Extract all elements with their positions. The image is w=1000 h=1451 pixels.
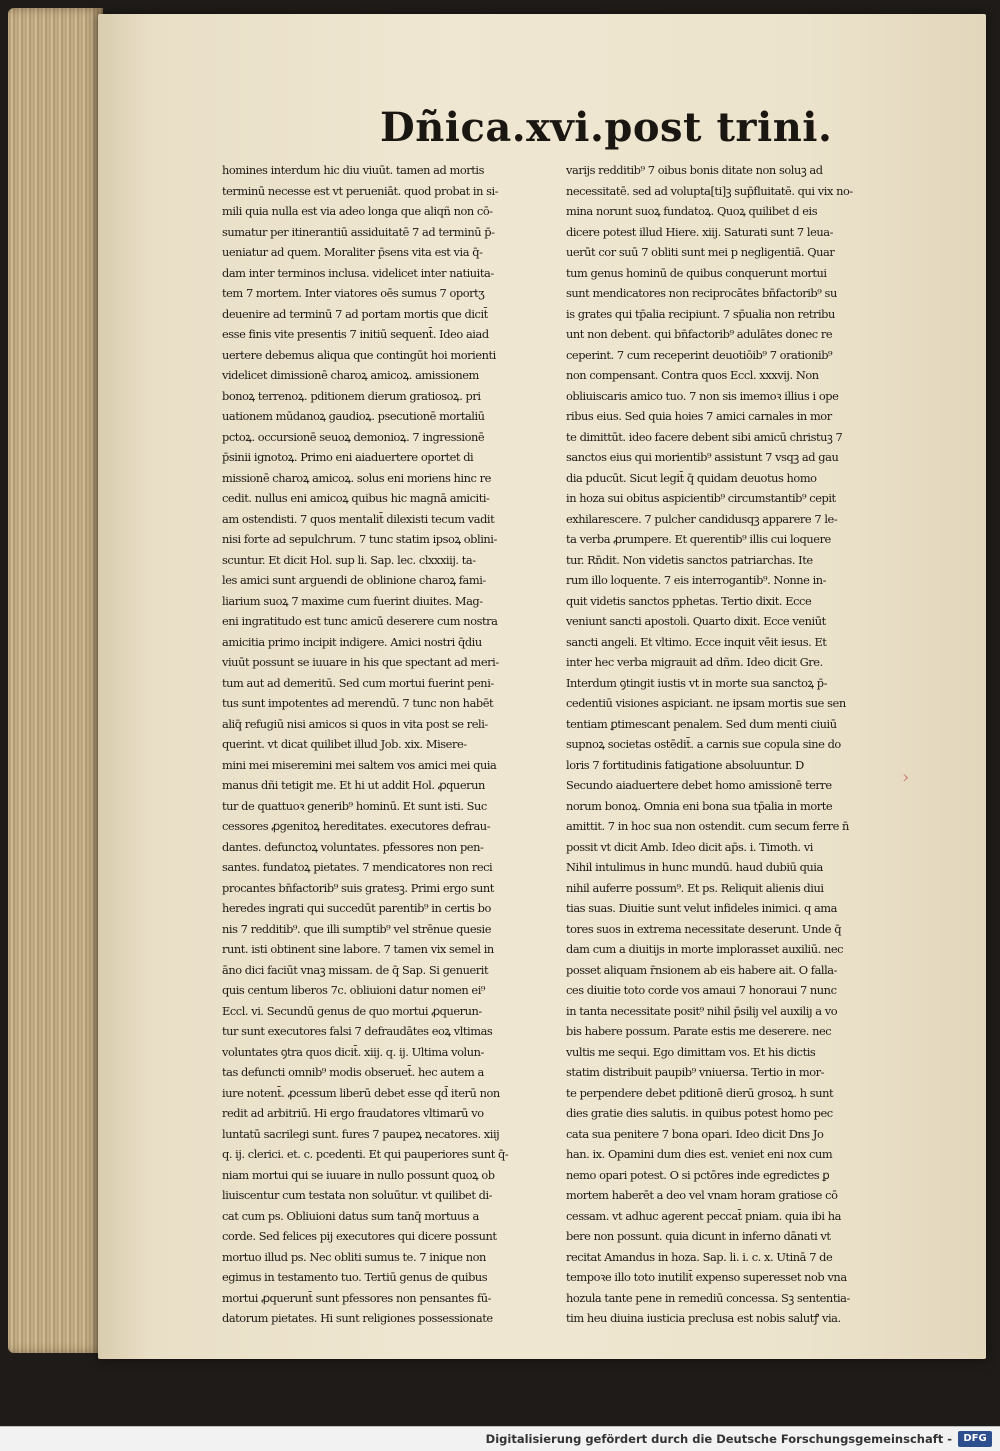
text-line: han. ix. Opamini dum dies est. veniet eni nox cum	[566, 1147, 833, 1161]
text-line: cedit. nullus eni amicoꝝ quibus hic magnā amiciti-	[222, 491, 490, 505]
text-line: dicere potest illud Hiere. xiij. Saturati sunt 7 leua-	[566, 224, 834, 239]
text-line: is grates qui tp̄alia recipiunt. 7 sp̄ualia non retribu	[566, 306, 835, 321]
text-line: in tanta necessitate posit⁹ nihil p̄siliȷ vel auxiliȷ a vo	[566, 1003, 838, 1018]
text-line: datorum pietates. Hi sunt religiones possessionate	[222, 1311, 493, 1325]
text-line: cedentiū visiones aspiciant. ne ipsam mortis sue sen	[566, 696, 846, 710]
text-line: querint. vt dicat quilibet illud Job. xix. Misere-	[222, 737, 467, 751]
text-line: quit videtis sanctos pphetas. Tertio dixit. Ecce	[566, 593, 812, 608]
text-line: heredes ingrati qui succedūt parentib⁹ in certis bo	[222, 901, 491, 915]
text-line: deuenire ad terminū 7 ad portam mortis que dicit̄	[222, 306, 488, 321]
text-line: aliq̄ refugiū nisi amicos si quos in vita post se reli-	[222, 716, 488, 731]
text-line: inter hec verba migrauit ad dñm. Ideo dicit Gre.	[566, 655, 823, 669]
text-line: terminū necesse est vt perueniāt. quod probat in si-	[222, 183, 499, 198]
text-line: nis 7 redditib⁹. que illi sumptib⁹ vel strēnue quesie	[222, 921, 492, 936]
text-line: cessam. vt adhuc agerent peccat̄ pniam. quia ibi ha	[566, 1208, 841, 1223]
text-line: tempoꝛe illo toto inutilit̄ expenso superesset nob vna	[566, 1270, 847, 1284]
text-line: exhilarescere. 7 pulcher candidusqꝫ apparere 7 le-	[566, 511, 838, 526]
text-line: sumatur per itinerantiū assiduitatē 7 ad terminū p̄-	[222, 224, 495, 239]
text-line: quis centum liberos 7c. obliuioni datur nomen ei⁹	[222, 983, 486, 997]
text-line: supnoꝝ societas ostēdit̄. a carnis sue copula sine do	[566, 737, 841, 751]
book-edge	[8, 8, 103, 1353]
text-line: te dimittūt. ideo facere debent sibi amicū christuꝫ 7	[566, 429, 843, 444]
text-line: nihil auferre possum⁹. Et ps. Reliquit alienis diui	[566, 880, 824, 895]
text-line: uertere debemus aliqua que contingūt hoi morienti	[222, 347, 496, 362]
text-line: sunt mendicatores non reciprocātes bn̄factorib⁹ su	[566, 286, 837, 300]
text-line: liarium suoꝝ 7 maxime cum fuerint diuites. Mag-	[222, 593, 483, 608]
text-line: santes. fundatoꝝ pietates. 7 mendicatores non reci	[222, 860, 493, 874]
text-line: liuiscentur cum testata non soluūtur. vt quilibet di-	[222, 1188, 493, 1202]
text-line: bonoꝝ terrenoꝝ. pditionem dierum gratiosoꝝ. pri	[222, 388, 481, 403]
text-line: ces diuitie toto corde vos amaui 7 honoraui 7 nunc	[566, 983, 837, 997]
text-line: dia pducūt. Sicut legit̄ q̄ quidam deuotus homo	[566, 470, 817, 485]
text-line: mortuo illud ps. Nec obliti sumus te. 7 inique non	[222, 1249, 486, 1264]
text-line: tem 7 mortem. Inter viatores oēs sumus 7 oportʒ	[222, 286, 485, 300]
text-line: non compensant. Contra quos Eccl. xxxvij. Non	[566, 368, 819, 382]
text-line: eni ingratitudo est tunc amicū deserere cum nostra	[222, 614, 498, 628]
text-line: Nihil intulimus in hunc mundū. haud dubiū quia	[566, 860, 823, 874]
text-line: uerūt cor suū 7 obliti sunt mei p negligentiā. Quar	[566, 245, 835, 259]
text-line: Eccl. vi. Secundū genus de quo mortui ꝓquerun-	[222, 1003, 482, 1018]
text-line: hozula tante pene in remediū concessa. Sꝫ sententia-	[566, 1290, 850, 1305]
text-line: tias suas. Diuitie sunt velut infideles inimici. q ama	[566, 901, 837, 915]
text-line: ta verba ꝓrumpere. Et querentib⁹ illis cui loquere	[566, 532, 831, 546]
text-line: unt non debent. qui bn̄factorib⁹ adulātes donec re	[566, 327, 833, 341]
text-line: niam mortui qui se iuuare in nullo possunt quoꝝ ob	[222, 1167, 495, 1182]
text-line: viuūt possunt se iuuare in his que spectant ad meri-	[222, 655, 499, 669]
text-line: manus dñi tetigit me. Et hi ut addit Hol. ꝓquerun	[222, 778, 485, 792]
text-line: videlicet dimissionē charoꝝ amicoꝝ. amissionem	[222, 368, 479, 382]
text-line: tus sunt impotentes ad merendū. 7 tunc non habēt	[222, 696, 494, 710]
text-line: luntatū sacrilegi sunt. fures 7 paupeꝝ necatores. xiij	[222, 1126, 500, 1141]
text-line: mortui ꝓquerunt̄ sunt pfessores non pensantes fū-	[222, 1290, 492, 1305]
text-column-right	[566, 160, 904, 1329]
text-line: te perpendere debet pditionē dierū grosoꝝ. h sunt	[566, 1085, 834, 1100]
text-line: ueniatur ad quem. Moraliter p̄sens vita est via q̄-	[222, 245, 483, 259]
text-line: recitat Amandus in hoza. Sap. li. i. c. x. Utinā 7 de	[566, 1249, 833, 1264]
text-line: tim heu diuina iusticia preclusa est nobis salutꝭ via.	[566, 1311, 841, 1325]
text-line: mili quia nulla est via adeo longa que aliqñ non cō-	[222, 204, 493, 218]
text-line: ceperint. 7 cum receperint deuotiōib⁹ 7 orationib⁹	[566, 347, 833, 362]
text-line: procantes bn̄factorib⁹ suis gratesꝫ. Primi ergo sunt	[222, 880, 494, 895]
text-line: Secundo aiaduertere debet homo amissionē terre	[566, 778, 832, 792]
margin-mark: ›	[902, 767, 910, 788]
text-line: am ostendisti. 7 quos mentalit̄ dilexisti tecum vadit	[222, 511, 495, 526]
text-line: dam cum a diuitijs in morte implorasset auxiliū. nec	[566, 942, 844, 956]
text-line: veniunt sancti apostoli. Quarto dixit. Ecce veniūt	[566, 614, 826, 628]
text-line: pctoꝝ. occursionē seuoꝝ demonioꝝ. 7 ingressionē	[222, 429, 485, 444]
text-line: tur. Rn̄dit. Non videtis sanctos patriarchas. Ite	[566, 552, 813, 567]
text-column-left	[222, 160, 554, 1329]
text-line: les amici sunt arguendi de oblinione charoꝝ fami-	[222, 573, 486, 587]
text-line: vultis me sequi. Ego dimittam vos. Et his dictis	[566, 1044, 816, 1059]
text-line: esse finis vite presentis 7 initiū sequent̄. Ideo aiad	[222, 327, 489, 341]
text-line: tur de quattuoꝛ generib⁹ hominū. Et sunt isti. Suc	[222, 798, 487, 813]
text-line: nemo opari potest. O si pctōres inde egredictes ꝑ	[566, 1167, 830, 1182]
text-line: uationem mūdanoꝝ gaudioꝝ. psecutionē mortaliū	[222, 409, 485, 423]
text-line: corde. Sed felices pij executores qui dicere possunt	[222, 1229, 497, 1243]
text-line: rum illo loquente. 7 eis interrogantib⁹. Nonne in-	[566, 573, 827, 587]
text-line: āno dici faciūt vnaꝫ missam. de q̄ Sap. Si genuerit	[222, 962, 489, 977]
text-line: nisi forte ad sepulchrum. 7 tunc statim ipsoꝝ oblini-	[222, 532, 497, 546]
text-line: sancti angeli. Et vltimo. Ecce inquit vēit iesus. Et	[566, 634, 827, 649]
text-line: ribus eius. Sed quia hoies 7 amici carnales in mor	[566, 409, 832, 423]
text-line: redit ad arbitriū. Hi ergo fraudatores vltimarū vo	[222, 1106, 484, 1120]
text-line: iure notent̄. ꝓcessum liberū debet esse qd̄ iterū non	[222, 1085, 500, 1100]
text-line: mini mei miseremini mei saltem vos amici mei quia	[222, 757, 497, 772]
text-line: in hoza sui obitus aspicientib⁹ circumstantib⁹ cepit	[566, 491, 836, 505]
text-line: Interdum ꝯtingit iustis vt in morte sua sanctoꝝ p̄-	[566, 675, 828, 690]
text-line: amicitia primo incipit indigere. Amici nostri q̄diu	[222, 634, 482, 649]
text-line: missionē charoꝝ amicoꝝ. solus eni moriens hinc re	[222, 470, 491, 485]
text-line: tores suos in extrema necessitate deserunt. Unde q̄	[566, 921, 842, 936]
text-line: tentiam ꝑtimescant penalem. Sed dum menti ciuiū	[566, 716, 837, 731]
text-line: norum bonoꝝ. Omnia eni bona sua tp̄alia in morte	[566, 798, 833, 813]
text-line: voluntates ꝯtra quos dicit̄. xiij. q. ij. Ultima volun-	[222, 1044, 484, 1059]
text-line: posset aliquam r̄nsionem ab eis habere ait. O falla-	[566, 962, 838, 977]
dfg-logo: DFG	[958, 1431, 992, 1447]
text-line: amittit. 7 in hoc sua non ostendit. cum secum ferre n̄	[566, 819, 849, 833]
text-line: cat cum ps. Obliuioni datus sum tanq̄ mortuus a	[222, 1208, 479, 1223]
text-line: scuntur. Et dicit Hol. sup li. Sap. lec. clxxxiij. ta-	[222, 552, 476, 567]
text-line: varijs redditib⁹ 7 oibus bonis ditate non soluꝫ ad	[566, 163, 823, 177]
text-line: loris 7 fortitudinis fatigatione absoluuntur. D	[566, 757, 804, 772]
text-line: dantes. defunctoꝝ voluntates. pfessores non pen-	[222, 839, 484, 854]
text-line: cata sua penitere 7 bona opari. Ideo dicit Dns Jo	[566, 1126, 824, 1141]
text-line: tas defuncti omnib⁹ modis obseruet̄. hec autem a	[222, 1065, 484, 1079]
text-line: q. ij. clerici. et. c. pcedenti. Et qui pauperiores sunt q̄-	[222, 1147, 509, 1161]
text-line: tum aut ad demeritū. Sed cum mortui fuerint peni-	[222, 675, 494, 690]
text-line: statim distribuit paupib⁹ vniuersa. Tertio in mor-	[566, 1065, 825, 1079]
text-line: bis habere possum. Parate estis me deserere. nec	[566, 1024, 832, 1038]
text-line: mina norunt suoꝝ fundatoꝝ. Quoꝝ quilibet d eis	[566, 204, 818, 218]
text-line: possit vt dicit Amb. Ideo dicit ap̄s. i. Timoth. vi	[566, 839, 813, 854]
text-line: necessitatē. sed ad volupta[ti]ꝫ sup̄fluitatē. qui vix no-	[566, 183, 853, 198]
footer-bar	[0, 1426, 1000, 1451]
text-line: tur sunt executores falsi 7 defraudātes eoꝝ vltimas	[222, 1024, 493, 1038]
running-head: Dñica.xvi.post trini.	[380, 104, 833, 151]
text-line: dam inter terminos inclusa. videlicet inter natiuita-	[222, 265, 494, 280]
text-line: obliuiscaris amico tuo. 7 non sis imemoꝛ illius i ope	[566, 388, 839, 403]
text-line: sanctos eius qui morientib⁹ assistunt 7 vsqꝫ ad gau	[566, 450, 839, 464]
text-line: homines interdum hic diu viuūt. tamen ad mortis	[222, 163, 485, 177]
text-line: egimus in testamento tuo. Tertiū genus de quibus	[222, 1270, 488, 1284]
text-line: p̄sinii ignotoꝝ. Primo eni aiaduertere oportet di	[222, 450, 474, 464]
text-line: bere non possunt. quia dicunt in inferno dānati vt	[566, 1229, 831, 1243]
text-line: cessores ꝓgenitoꝝ hereditates. executores defrau-	[222, 819, 491, 833]
text-line: mortem haberēt a deo vel vnam horam gratiose cō	[566, 1188, 838, 1202]
text-line: runt. isti obtinent sine labore. 7 tamen vix semel in	[222, 942, 494, 956]
text-line: tum genus hominū de quibus conquerunt mortui	[566, 265, 827, 280]
footer-credit: Digitalisierung gefördert durch die Deutsche Forschungsgemeinschaft -	[485, 1432, 952, 1446]
text-line: dies gratie dies salutis. in quibus potest homo pec	[566, 1106, 833, 1120]
